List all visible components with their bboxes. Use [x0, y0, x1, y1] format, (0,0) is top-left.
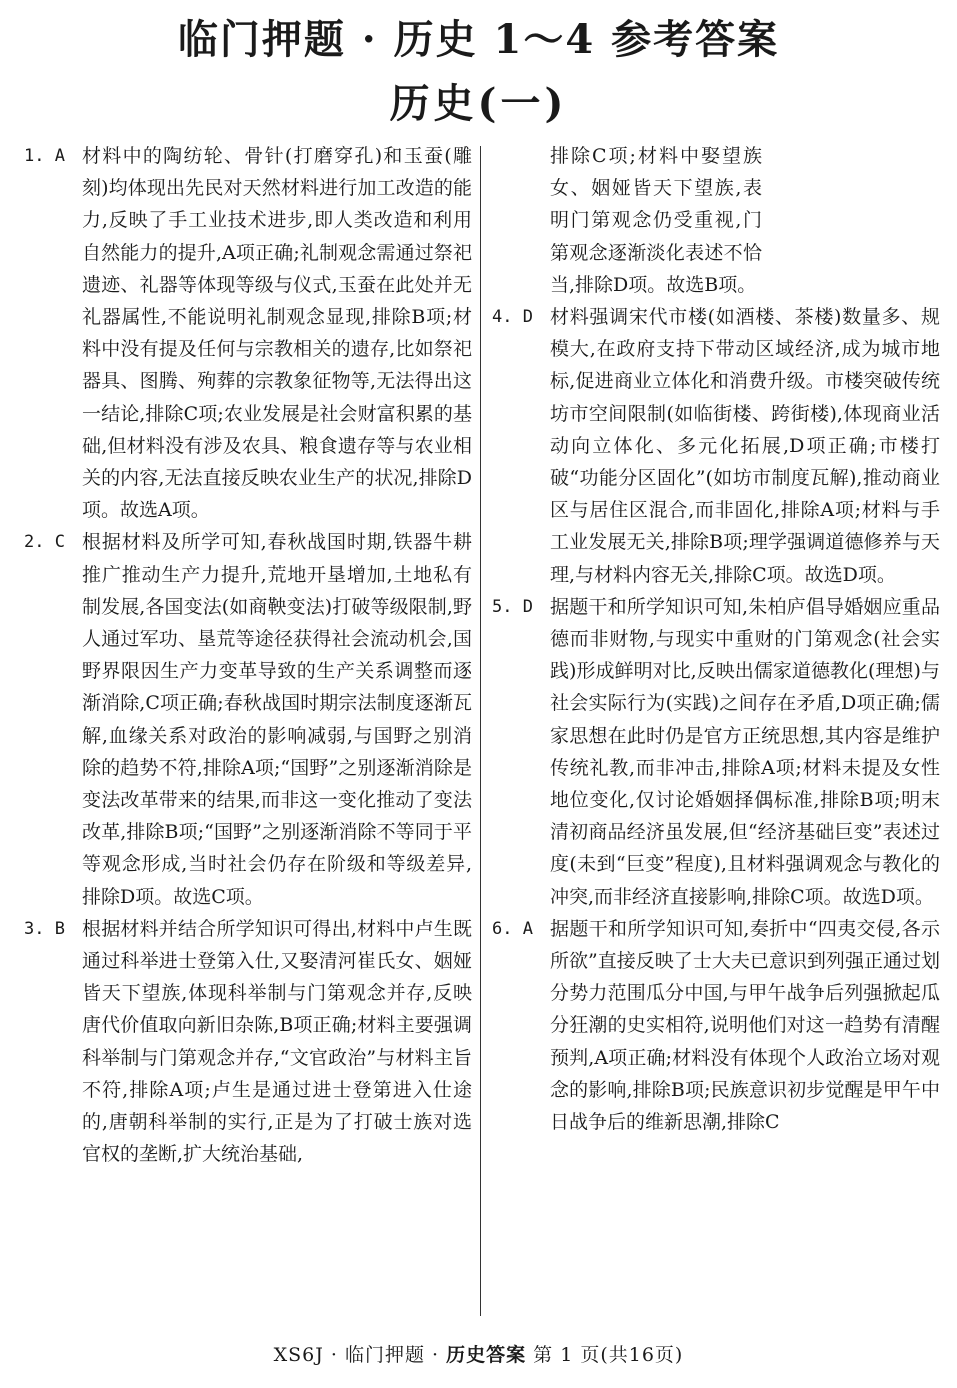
answer-explanation: 根据材料并结合所学知识可得出,材料中卢生既通过科举进士登第入仕,又娶清河崔氏女、姻娅皆天下望族,体现科举制与门第观念并存,反映唐代价值取向新旧杂陈,B项正确;材料主要强调科举制与门第观念并存,“文官政治”与材料主旨不符,排除A项;卢生是通过进士登第进入仕途的,唐朝科举制的实行,正是为了打破士族对选官权的垄断,扩大统治基础, [82, 917, 472, 1166]
answer-explanation: 据题干和所学知识可知,奏折中“四夷交侵,各示所欲”直接反映了士大夫已意识到列强正通过划分势力范围瓜分中国,与甲午战争后列强掀起瓜分狂潮的史实相符,说明他们对这一趋势有清醒预判,A项正确;材料没有体现个人政治立场对观念的影响,排除B项;民族意识初步觉醒是甲午中日战争后的维新思潮,排除C [550, 917, 940, 1134]
answer-number: 4. D [492, 307, 533, 328]
page-title: 临门押题 · 历史 1～4 参考答案 [177, 16, 780, 63]
page-subtitle: 历史(一) [389, 80, 568, 127]
answer-item [24, 526, 472, 912]
footer-subject: 历史答案 [446, 1344, 527, 1366]
right-column [492, 140, 940, 1138]
answer-item [492, 913, 940, 1138]
left-column [24, 140, 472, 1171]
answer-number: 3. B [24, 918, 65, 939]
column-divider [480, 146, 481, 1316]
answer-item [492, 591, 940, 913]
answer-explanation: 据题干和所学知识可知,朱柏庐倡导婚姻应重品德而非财物,与现实中重财的门第观念(社会实践)形成鲜明对比,反映出儒家道德教化(理想)与社会实际行为(实践)之间存在矛盾,D项正确;儒家思想在此时仍是官方正统思想,其内容是维护传统礼教,而非冲击,排除A项;材料未提及女性地位变化,仅讨论婚姻择偶标准,排除B项;明末清初商品经济虽发展,但“经济基础巨变”表述过度(未到“巨变”程度),且材料强调观念与教化的冲突,而非经济直接影响,排除C项。故选D项。 [550, 595, 940, 908]
answer-number: 2. C [24, 532, 65, 553]
answer-item [492, 301, 940, 591]
answer-number: 1. A [24, 146, 65, 166]
answer-item [24, 140, 472, 526]
footer-code: XS6J · 临门押题 · [273, 1344, 447, 1366]
footer-page-number: 第 1 页(共16页) [526, 1344, 684, 1366]
answer-number: 5. D [492, 596, 533, 617]
page-footer [0, 1340, 957, 1367]
answer-explanation: 材料中的陶纺轮、骨针(打磨穿孔)和玉蚕(雕刻)均体现出先民对天然材料进行加工改造的能力,反映了手工业技术进步,即人类改造和利用自然能力的提升,A项正确;礼制观念需通过祭祀遗迹、礼器等体现等级与仪式,玉蚕在此处并无礼器属性,不能说明礼制观念显现,排除B项;材料中没有提及任何与宗教相关的遗存,比如祭祀器具、图腾、殉葬的宗教象征物等,无法得出这一结论,排除C项;农业发展是社会财富积累的基础,但材料没有涉及农具、粮食遗存等与农业相关的内容,无法直接反映农业生产的状况,排除D项。故选A项。 [82, 145, 472, 522]
answer-explanation: 根据材料及所学可知,春秋战国时期,铁器牛耕推广推动生产力提升,荒地开垦增加,土地私有制发展,各国变法(如商鞅变法)打破等级限制,野人通过军功、垦荒等途径获得社会流动机会,国野界限因生产力变革导致的生产关系调整而逐渐消除,C项正确;春秋战国时期宗法制度逐渐瓦解,血缘关系对政治的影响减弱,与国野之别消除的趋势不符,排除A项;“国野”之别逐渐消除是变法改革带来的结果,而非这一变化推动了变法改革,排除B项;“国野”之别逐渐消除不等同于平等观念形成,当时社会仍存在阶级和等级差异,排除D项。故选C项。 [82, 531, 472, 908]
answer-item [24, 913, 472, 1171]
answer-continuation [492, 140, 940, 301]
answer-explanation: 材料强调宋代市楼(如酒楼、茶楼)数量多、规模大,在政府支持下带动区域经济,成为城市地标,促进商业立体化和消费升级。市楼突破传统坊市空间限制(如临街楼、跨街楼),体现商业活动向立体化、多元化拓展,D项正确;市楼打破“功能分区固化”(如坊市制度瓦解),推动商业区与居住区混合,而非固化,排除A项;材料与手工业发展无关,排除B项;理学强调道德修养与天理,与材料内容无关,排除C项。故选D项。 [550, 306, 940, 586]
answer-number: 6. A [492, 918, 533, 939]
continuation-text: 排除C项;材料中娶望族女、姻娅皆天下望族,表明门第观念仍受重视,门第观念逐渐淡化表述不恰当,排除D项。故选B项。 [550, 145, 762, 296]
